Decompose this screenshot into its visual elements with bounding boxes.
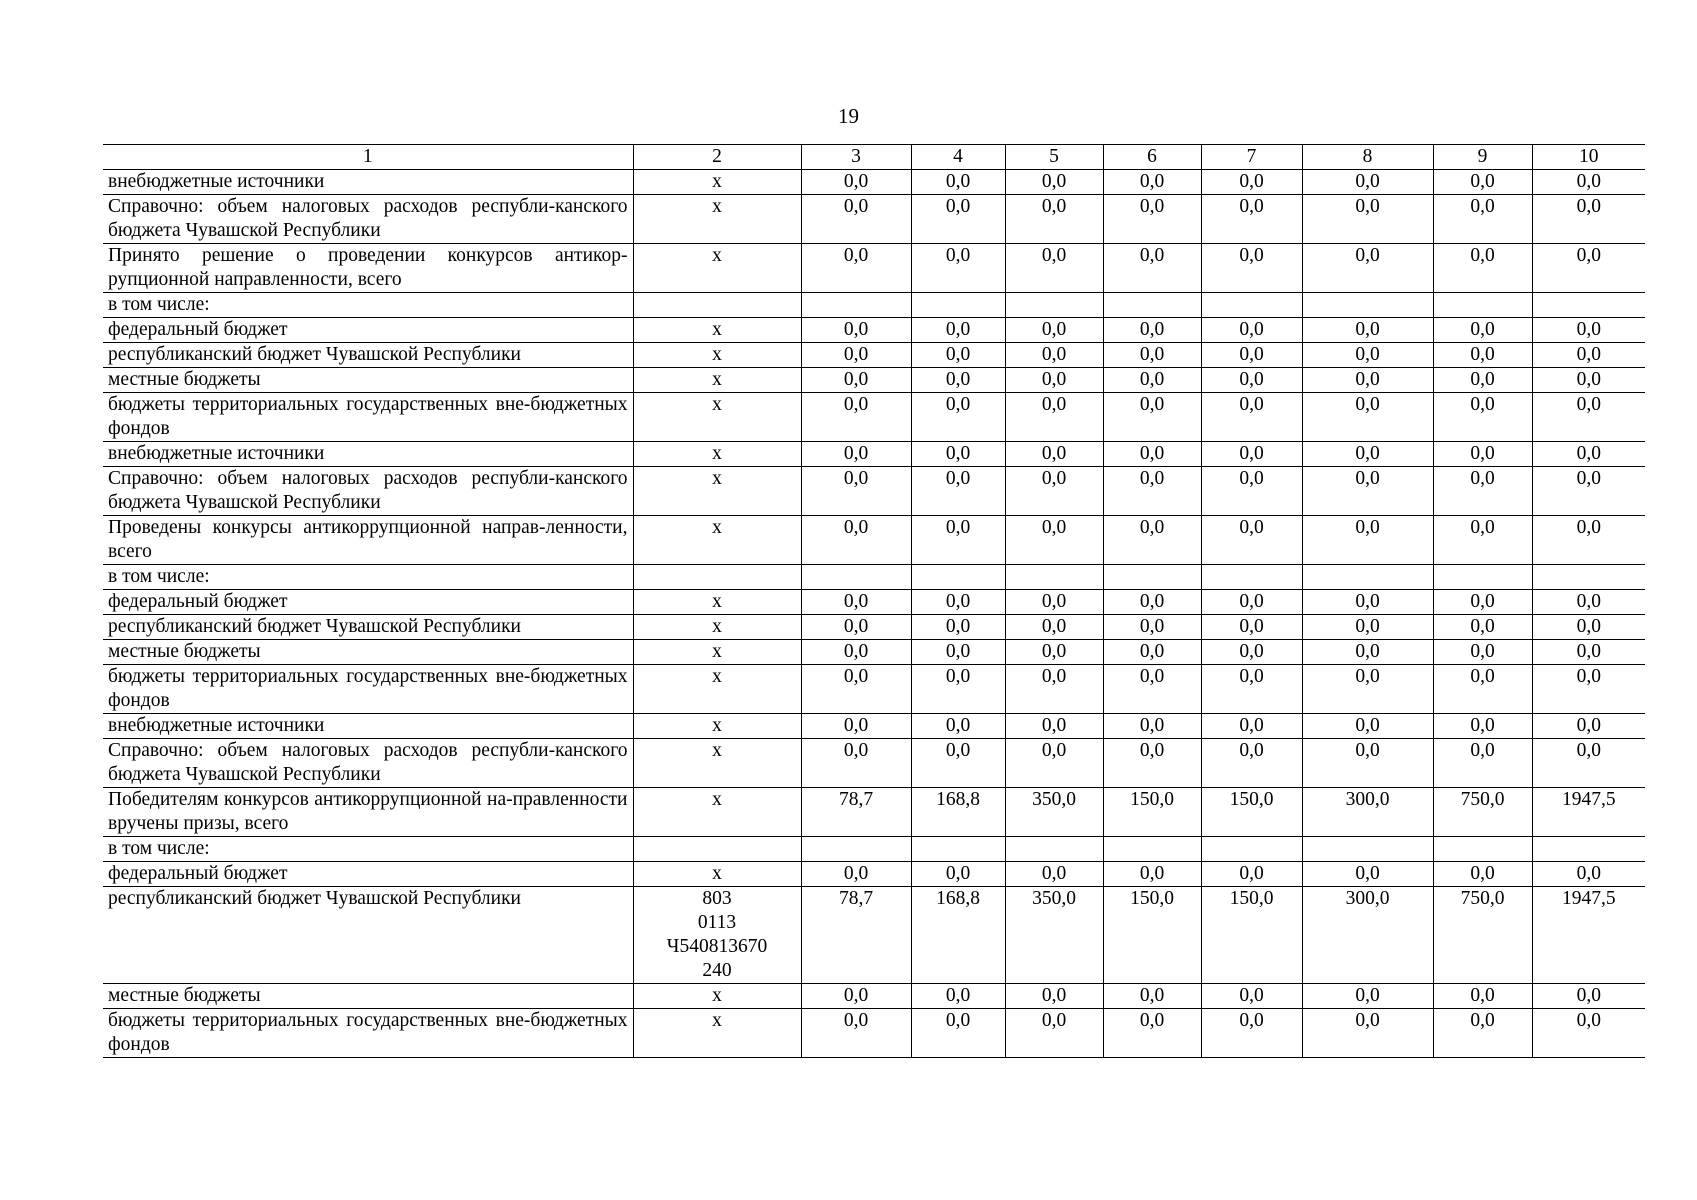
table-row [103, 615, 1645, 640]
row-label: федеральный бюджет [103, 318, 633, 343]
value-cell: 0,0 [1103, 739, 1201, 788]
value-cell: 0,0 [1103, 615, 1201, 640]
table-row [103, 195, 1645, 244]
row-label: местные бюджеты [103, 640, 633, 665]
value-cell: 0,0 [1302, 467, 1433, 516]
value-cell: 0,0 [911, 368, 1005, 393]
value-cell [1005, 837, 1103, 862]
value-cell: 0,0 [1433, 195, 1532, 244]
value-cell: 0,0 [1302, 516, 1433, 565]
value-cell: 0,0 [1005, 862, 1103, 887]
value-cell: 0,0 [1532, 1009, 1645, 1058]
value-cell: 0,0 [1201, 984, 1302, 1009]
value-cell [1532, 565, 1645, 590]
table-row [103, 516, 1645, 565]
budget-code: х [633, 739, 801, 788]
value-cell: 0,0 [1433, 467, 1532, 516]
value-cell: 0,0 [1201, 739, 1302, 788]
value-cell: 0,0 [801, 368, 911, 393]
value-cell: 0,0 [1532, 615, 1645, 640]
budget-code: х [633, 615, 801, 640]
value-cell: 0,0 [1103, 516, 1201, 565]
value-cell: 0,0 [911, 170, 1005, 195]
value-cell: 0,0 [1532, 393, 1645, 442]
value-cell: 0,0 [1005, 615, 1103, 640]
value-cell: 0,0 [1532, 640, 1645, 665]
value-cell: 0,0 [1532, 343, 1645, 368]
value-cell [1103, 565, 1201, 590]
value-cell: 0,0 [1103, 343, 1201, 368]
value-cell: 0,0 [1433, 244, 1532, 293]
row-label: в том числе: [103, 565, 633, 590]
column-number: 8 [1302, 145, 1433, 170]
value-cell: 0,0 [911, 442, 1005, 467]
value-cell [1433, 837, 1532, 862]
value-cell: 168,8 [911, 887, 1005, 984]
row-label: Победителям конкурсов антикоррупционной на-правленности вручены призы, всего [103, 788, 633, 837]
row-label: федеральный бюджет [103, 862, 633, 887]
value-cell: 0,0 [1005, 516, 1103, 565]
value-cell [1201, 837, 1302, 862]
value-cell: 0,0 [1302, 665, 1433, 714]
value-cell: 0,0 [1532, 590, 1645, 615]
value-cell: 350,0 [1005, 887, 1103, 984]
value-cell: 0,0 [1302, 393, 1433, 442]
value-cell: 0,0 [1005, 1009, 1103, 1058]
value-cell: 0,0 [801, 393, 911, 442]
value-cell: 0,0 [1532, 442, 1645, 467]
budget-code: х [633, 984, 801, 1009]
table-row [103, 343, 1645, 368]
value-cell: 0,0 [1201, 318, 1302, 343]
value-cell: 0,0 [801, 195, 911, 244]
value-cell: 0,0 [1103, 442, 1201, 467]
value-cell: 0,0 [1532, 665, 1645, 714]
value-cell: 0,0 [1201, 393, 1302, 442]
budget-code: х [633, 590, 801, 615]
value-cell: 0,0 [1201, 665, 1302, 714]
budget-code: х [633, 393, 801, 442]
value-cell: 750,0 [1433, 887, 1532, 984]
value-cell: 0,0 [1433, 590, 1532, 615]
budget-code: х [633, 244, 801, 293]
budget-code: х [633, 442, 801, 467]
value-cell: 0,0 [1532, 516, 1645, 565]
value-cell: 0,0 [1302, 739, 1433, 788]
value-cell: 0,0 [801, 862, 911, 887]
value-cell: 0,0 [1201, 640, 1302, 665]
budget-code: х [633, 318, 801, 343]
value-cell: 0,0 [1433, 442, 1532, 467]
value-cell [1532, 293, 1645, 318]
budget-code-line: Ч540813670 [666, 936, 768, 957]
value-cell: 0,0 [1302, 343, 1433, 368]
value-cell: 0,0 [911, 195, 1005, 244]
row-label: республиканский бюджет Чувашской Республики [103, 343, 633, 368]
value-cell: 0,0 [911, 393, 1005, 442]
value-cell: 0,0 [1433, 640, 1532, 665]
budget-code: х [633, 195, 801, 244]
value-cell: 0,0 [911, 318, 1005, 343]
value-cell: 0,0 [1201, 442, 1302, 467]
value-cell: 0,0 [1103, 170, 1201, 195]
value-cell: 0,0 [1005, 343, 1103, 368]
table-row [103, 665, 1645, 714]
table-row [103, 788, 1645, 837]
row-label: Справочно: объем налоговых расходов республи-канского бюджета Чувашской Республики [103, 739, 633, 788]
value-cell [1201, 293, 1302, 318]
value-cell: 0,0 [1532, 739, 1645, 788]
table-row [103, 590, 1645, 615]
value-cell: 0,0 [1103, 590, 1201, 615]
value-cell: 0,0 [1433, 665, 1532, 714]
row-label: местные бюджеты [103, 984, 633, 1009]
budget-code: х [633, 368, 801, 393]
value-cell: 168,8 [911, 788, 1005, 837]
row-label: федеральный бюджет [103, 590, 633, 615]
column-number: 6 [1103, 145, 1201, 170]
column-number: 4 [911, 145, 1005, 170]
column-number: 3 [801, 145, 911, 170]
table-row [103, 293, 1645, 318]
value-cell: 0,0 [911, 714, 1005, 739]
value-cell: 350,0 [1005, 788, 1103, 837]
value-cell [1103, 837, 1201, 862]
value-cell: 0,0 [1005, 714, 1103, 739]
budget-code [633, 293, 801, 318]
table-row [103, 640, 1645, 665]
column-number: 1 [103, 145, 633, 170]
row-label: бюджеты территориальных государственных вне-бюджетных фондов [103, 1009, 633, 1058]
value-cell: 0,0 [1433, 343, 1532, 368]
value-cell: 0,0 [911, 862, 1005, 887]
budget-code-line: 240 [702, 960, 732, 981]
value-cell: 0,0 [1103, 714, 1201, 739]
budget-code: х [633, 665, 801, 714]
table-row [103, 739, 1645, 788]
value-cell: 0,0 [1005, 393, 1103, 442]
table-row [103, 318, 1645, 343]
value-cell: 0,0 [1201, 1009, 1302, 1058]
value-cell: 0,0 [1433, 714, 1532, 739]
value-cell: 0,0 [1532, 244, 1645, 293]
budget-code: х [633, 640, 801, 665]
value-cell: 0,0 [911, 467, 1005, 516]
table-header-row [103, 145, 1645, 170]
value-cell: 0,0 [1103, 467, 1201, 516]
value-cell: 0,0 [1005, 665, 1103, 714]
value-cell: 0,0 [1103, 393, 1201, 442]
row-label: Справочно: объем налоговых расходов республи-канского бюджета Чувашской Республики [103, 467, 633, 516]
row-label: Принято решение о проведении конкурсов антикор-рупционной направленности, всего [103, 244, 633, 293]
value-cell [1302, 565, 1433, 590]
value-cell: 0,0 [1005, 590, 1103, 615]
value-cell: 0,0 [1201, 615, 1302, 640]
value-cell: 0,0 [1201, 368, 1302, 393]
value-cell: 150,0 [1201, 887, 1302, 984]
value-cell: 0,0 [1201, 244, 1302, 293]
value-cell: 0,0 [801, 665, 911, 714]
value-cell: 0,0 [1103, 665, 1201, 714]
row-label: республиканский бюджет Чувашской Республики [103, 615, 633, 640]
value-cell: 0,0 [1302, 442, 1433, 467]
value-cell [1005, 565, 1103, 590]
value-cell: 0,0 [1433, 984, 1532, 1009]
value-cell: 0,0 [911, 640, 1005, 665]
row-label: местные бюджеты [103, 368, 633, 393]
value-cell: 0,0 [1005, 318, 1103, 343]
value-cell: 0,0 [1201, 590, 1302, 615]
budget-code: х [633, 467, 801, 516]
value-cell: 0,0 [801, 467, 911, 516]
value-cell: 0,0 [911, 984, 1005, 1009]
budget-code-line: 803 [702, 888, 732, 909]
value-cell: 0,0 [1302, 170, 1433, 195]
value-cell: 1947,5 [1532, 788, 1645, 837]
value-cell: 0,0 [1005, 984, 1103, 1009]
table-row [103, 862, 1645, 887]
value-cell: 78,7 [801, 788, 911, 837]
table-row [103, 467, 1645, 516]
budget-code [633, 837, 801, 862]
value-cell: 0,0 [1433, 516, 1532, 565]
value-cell: 0,0 [1005, 467, 1103, 516]
budget-code: х [633, 714, 801, 739]
table-row [103, 984, 1645, 1009]
column-number: 2 [633, 145, 801, 170]
value-cell: 0,0 [1302, 862, 1433, 887]
row-label: внебюджетные источники [103, 442, 633, 467]
table-row [103, 837, 1645, 862]
value-cell: 0,0 [1103, 640, 1201, 665]
value-cell: 0,0 [1302, 368, 1433, 393]
value-cell: 0,0 [1433, 393, 1532, 442]
value-cell: 0,0 [1103, 1009, 1201, 1058]
value-cell: 0,0 [1103, 984, 1201, 1009]
value-cell [801, 293, 911, 318]
value-cell: 0,0 [1532, 195, 1645, 244]
value-cell: 78,7 [801, 887, 911, 984]
value-cell: 0,0 [1103, 318, 1201, 343]
value-cell: 0,0 [801, 1009, 911, 1058]
budget-code [633, 887, 801, 984]
value-cell: 0,0 [801, 170, 911, 195]
value-cell: 0,0 [1201, 516, 1302, 565]
table-row [103, 442, 1645, 467]
value-cell: 0,0 [1005, 442, 1103, 467]
table-row [103, 1009, 1645, 1058]
value-cell: 0,0 [911, 615, 1005, 640]
value-cell: 0,0 [1302, 590, 1433, 615]
value-cell: 0,0 [1201, 170, 1302, 195]
value-cell: 0,0 [1005, 368, 1103, 393]
value-cell: 0,0 [1201, 467, 1302, 516]
value-cell: 0,0 [1005, 640, 1103, 665]
value-cell: 0,0 [911, 739, 1005, 788]
budget-code: х [633, 170, 801, 195]
value-cell: 0,0 [1433, 318, 1532, 343]
value-cell [911, 565, 1005, 590]
page-number: 19 [838, 104, 859, 128]
value-cell: 0,0 [1532, 368, 1645, 393]
row-label: Проведены конкурсы антикоррупционной направ-ленности, всего [103, 516, 633, 565]
value-cell: 0,0 [1201, 862, 1302, 887]
table-row [103, 565, 1645, 590]
value-cell: 0,0 [1302, 244, 1433, 293]
value-cell: 0,0 [1302, 984, 1433, 1009]
value-cell: 0,0 [1103, 244, 1201, 293]
value-cell: 0,0 [1103, 195, 1201, 244]
value-cell: 0,0 [911, 244, 1005, 293]
value-cell: 0,0 [801, 984, 911, 1009]
value-cell [1302, 293, 1433, 318]
value-cell [1005, 293, 1103, 318]
table-row [103, 170, 1645, 195]
value-cell [1532, 837, 1645, 862]
value-cell: 0,0 [1302, 640, 1433, 665]
row-label: республиканский бюджет Чувашской Республики [103, 887, 633, 984]
value-cell: 0,0 [911, 665, 1005, 714]
value-cell: 0,0 [1532, 714, 1645, 739]
value-cell: 0,0 [911, 590, 1005, 615]
value-cell: 0,0 [1433, 170, 1532, 195]
value-cell: 0,0 [801, 590, 911, 615]
table-row [103, 368, 1645, 393]
value-cell: 300,0 [1302, 788, 1433, 837]
table-row [103, 244, 1645, 293]
value-cell: 0,0 [1302, 195, 1433, 244]
value-cell: 0,0 [1005, 195, 1103, 244]
table-row [103, 393, 1645, 442]
value-cell [801, 565, 911, 590]
value-cell: 0,0 [1201, 343, 1302, 368]
value-cell: 0,0 [911, 1009, 1005, 1058]
budget-table [103, 144, 1645, 1058]
table-row [103, 714, 1645, 739]
value-cell: 0,0 [1302, 615, 1433, 640]
value-cell: 0,0 [1103, 368, 1201, 393]
value-cell: 0,0 [801, 615, 911, 640]
value-cell: 0,0 [1201, 714, 1302, 739]
value-cell [1302, 837, 1433, 862]
row-label: бюджеты территориальных государственных вне-бюджетных фондов [103, 665, 633, 714]
value-cell: 150,0 [1103, 788, 1201, 837]
value-cell: 0,0 [801, 442, 911, 467]
value-cell: 0,0 [1532, 467, 1645, 516]
column-number: 9 [1433, 145, 1532, 170]
value-cell [1201, 565, 1302, 590]
value-cell [911, 837, 1005, 862]
value-cell: 150,0 [1201, 788, 1302, 837]
value-cell: 1947,5 [1532, 887, 1645, 984]
budget-code [633, 565, 801, 590]
value-cell: 0,0 [1302, 714, 1433, 739]
value-cell: 0,0 [801, 714, 911, 739]
value-cell: 150,0 [1103, 887, 1201, 984]
budget-code: х [633, 516, 801, 565]
value-cell [911, 293, 1005, 318]
value-cell: 0,0 [801, 739, 911, 788]
column-number: 7 [1201, 145, 1302, 170]
row-label: в том числе: [103, 293, 633, 318]
value-cell: 0,0 [801, 343, 911, 368]
value-cell: 0,0 [1005, 244, 1103, 293]
row-label: Справочно: объем налоговых расходов республи-канского бюджета Чувашской Республики [103, 195, 633, 244]
value-cell: 0,0 [1302, 1009, 1433, 1058]
value-cell: 0,0 [1433, 368, 1532, 393]
value-cell: 0,0 [1532, 862, 1645, 887]
column-number: 10 [1532, 145, 1645, 170]
row-label: бюджеты территориальных государственных вне-бюджетных фондов [103, 393, 633, 442]
value-cell: 0,0 [1005, 170, 1103, 195]
value-cell: 0,0 [1302, 318, 1433, 343]
table-row [103, 887, 1645, 984]
value-cell: 0,0 [911, 516, 1005, 565]
value-cell: 0,0 [801, 244, 911, 293]
budget-code-line: 0113 [697, 912, 737, 933]
budget-code: х [633, 1009, 801, 1058]
value-cell: 0,0 [1532, 984, 1645, 1009]
column-number: 5 [1005, 145, 1103, 170]
row-label: внебюджетные источники [103, 714, 633, 739]
value-cell: 0,0 [911, 343, 1005, 368]
value-cell [1103, 293, 1201, 318]
value-cell: 0,0 [801, 318, 911, 343]
value-cell: 0,0 [801, 516, 911, 565]
row-label: внебюджетные источники [103, 170, 633, 195]
value-cell [801, 837, 911, 862]
value-cell: 0,0 [801, 640, 911, 665]
value-cell: 0,0 [1433, 862, 1532, 887]
value-cell: 0,0 [1433, 615, 1532, 640]
value-cell: 0,0 [1532, 170, 1645, 195]
value-cell: 0,0 [1201, 195, 1302, 244]
budget-code: х [633, 788, 801, 837]
value-cell [1433, 565, 1532, 590]
value-cell [1433, 293, 1532, 318]
value-cell: 300,0 [1302, 887, 1433, 984]
value-cell: 750,0 [1433, 788, 1532, 837]
value-cell: 0,0 [1103, 862, 1201, 887]
value-cell: 0,0 [1433, 1009, 1532, 1058]
value-cell: 0,0 [1433, 739, 1532, 788]
budget-code: х [633, 862, 801, 887]
value-cell: 0,0 [1532, 318, 1645, 343]
value-cell: 0,0 [1005, 739, 1103, 788]
budget-code: х [633, 343, 801, 368]
row-label: в том числе: [103, 837, 633, 862]
